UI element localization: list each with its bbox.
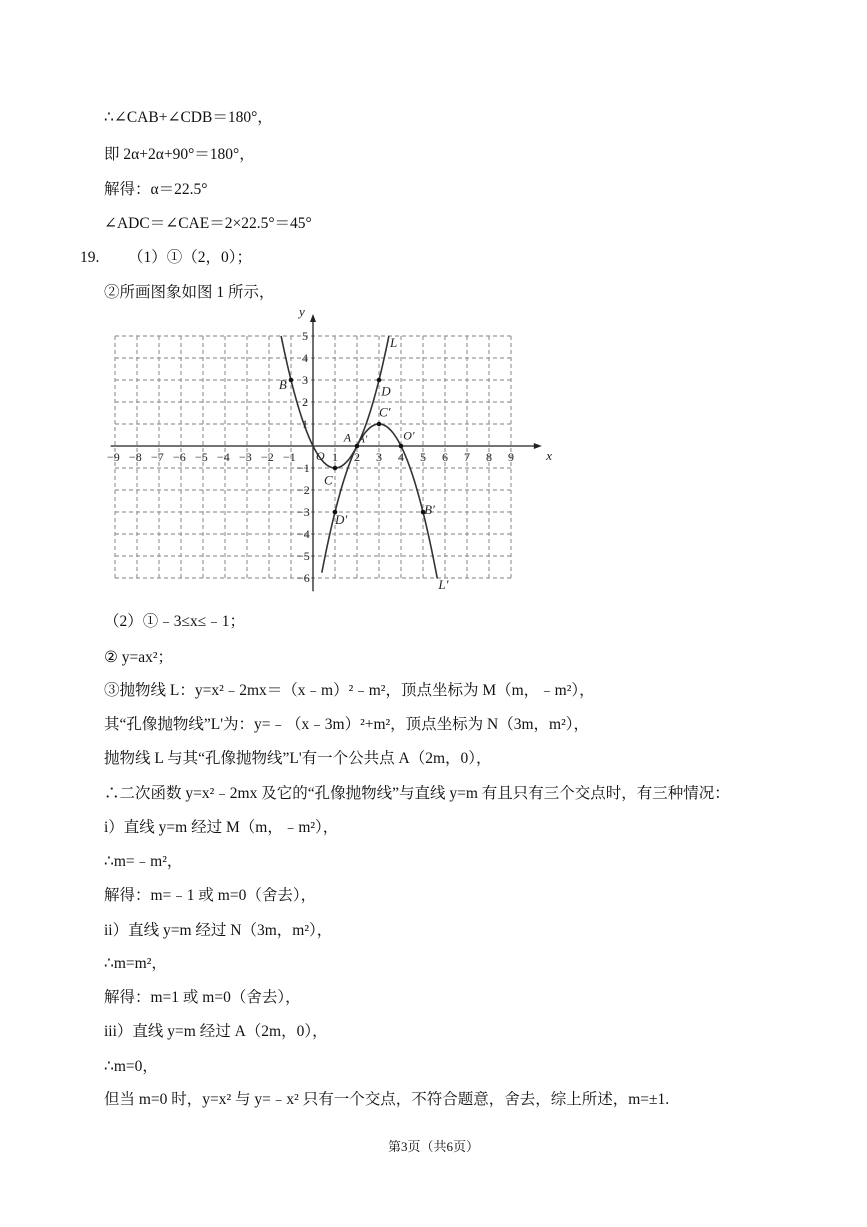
label-B-prime: B' <box>424 502 435 518</box>
origin-label: O <box>316 449 325 463</box>
text-line-10: 其“孔像抛物线”L'为：y=﹣（x﹣3m）²+m²，顶点坐标为 N（3m，m²）， <box>104 716 589 733</box>
y-tick-label: −3 <box>297 505 310 519</box>
text-line-14: ∴m=﹣m²， <box>104 853 183 870</box>
text-line-21: 但当 m=0 时，y=x² 与 y=﹣x² 只有一个交点，不符合题意，舍去，综上所述，m=±1. <box>104 1091 670 1108</box>
y-tick-label: 1 <box>302 417 308 431</box>
label-C: C <box>324 472 333 488</box>
point-marker <box>377 422 382 427</box>
y-tick-label: 3 <box>302 373 308 387</box>
x-tick-label: −5 <box>195 450 208 464</box>
text-line-19: iii）直线 y=m 经过 A（2m，0）， <box>104 1023 328 1040</box>
x-tick-label: 7 <box>464 450 470 464</box>
text-line-18: 解得：m=1 或 m=0（舍去）， <box>104 989 301 1006</box>
x-tick-label: 8 <box>486 450 492 464</box>
x-tick-label: −7 <box>151 450 164 464</box>
x-tick-label: 2 <box>354 450 360 464</box>
text-line-15: 解得：m=﹣1 或 m=0（舍去）， <box>104 887 317 904</box>
text-line-16: ii）直线 y=m 经过 N（3m，m²）， <box>104 922 333 939</box>
text-line-12: ∴二次函数 y=x²﹣2mx 及它的“孔像抛物线”与直线 y=m 有且只有三个交点时，有三种情况： <box>104 785 730 802</box>
text-line-4: ∠ADC＝∠CAE＝2×22.5°＝45° <box>104 215 312 232</box>
page-footer: 第3页（共6页） <box>387 1139 479 1154</box>
text-line-6: ②所画图象如图 1 所示， <box>104 284 275 301</box>
text-line-17: ∴m=m²， <box>104 955 167 972</box>
y-tick-label: 5 <box>302 329 308 343</box>
label-L-prime: L' <box>438 577 449 592</box>
y-tick-label: 4 <box>302 351 308 365</box>
text-line-9: ③抛物线 L：y=x²﹣2mx＝（x﹣m）²﹣m²，顶点坐标为 M（m，﹣m²）， <box>104 682 595 699</box>
x-axis-arrow <box>534 443 542 449</box>
y-tick-label: −5 <box>297 549 310 563</box>
x-tick-label: 9 <box>508 450 514 464</box>
x-tick-label: −2 <box>261 450 274 464</box>
point-marker <box>399 444 404 449</box>
y-axis-label: y <box>299 304 305 320</box>
x-tick-label: −1 <box>283 450 296 464</box>
label-B: B <box>278 376 287 392</box>
label-O-prime: O' <box>403 428 415 443</box>
x-tick-label: −4 <box>217 450 230 464</box>
x-tick-label: −3 <box>239 450 252 464</box>
y-tick-label: −6 <box>297 571 310 585</box>
x-tick-label: 5 <box>420 450 426 464</box>
x-tick-label: −6 <box>173 450 186 464</box>
x-tick-label: 4 <box>398 450 404 464</box>
text-line-5: （1）①（2，0）； <box>128 249 253 266</box>
label-L: L <box>390 335 398 350</box>
text-line-7: （2）①﹣3≤x≤﹣1； <box>104 613 246 630</box>
text-line-2: 即 2α+2α+90°＝180°， <box>104 146 255 163</box>
label-C-prime: C' <box>379 404 391 420</box>
x-tick-label: −9 <box>107 450 120 464</box>
x-axis-label: x <box>546 448 552 463</box>
label-A: A <box>343 430 352 445</box>
text-line-8: ② y=ax²； <box>104 649 174 666</box>
y-axis-arrow <box>310 314 316 322</box>
y-tick-label: −2 <box>297 483 310 497</box>
text-line-1: ∴∠CAB+∠CDB＝180°， <box>104 109 273 126</box>
point-marker <box>333 466 338 471</box>
label-D-prime: D' <box>335 512 348 528</box>
parabola-figure <box>100 304 552 600</box>
label-A-prime: A' <box>358 433 368 446</box>
x-tick-label: 1 <box>332 450 338 464</box>
question-number: 19. <box>80 249 100 266</box>
y-tick-label: −4 <box>297 527 310 541</box>
text-line-20: ∴m=0， <box>104 1058 158 1075</box>
text-line-13: i）直线 y=m 经过 M（m，﹣m²）， <box>104 819 339 836</box>
x-tick-label: 3 <box>376 450 382 464</box>
labels <box>107 304 552 592</box>
text-line-11: 抛物线 L 与其“孔像抛物线”L'有一个公共点 A（2m，0）， <box>104 750 492 767</box>
label-D: D <box>381 383 391 399</box>
point-marker <box>377 378 382 383</box>
point-marker <box>289 378 294 383</box>
x-tick-label: −8 <box>129 450 142 464</box>
y-tick-label: 2 <box>302 395 308 409</box>
y-tick-label: −1 <box>297 461 310 475</box>
text-line-3: 解得：α＝22.5° <box>104 181 208 198</box>
x-tick-label: 6 <box>442 450 448 464</box>
